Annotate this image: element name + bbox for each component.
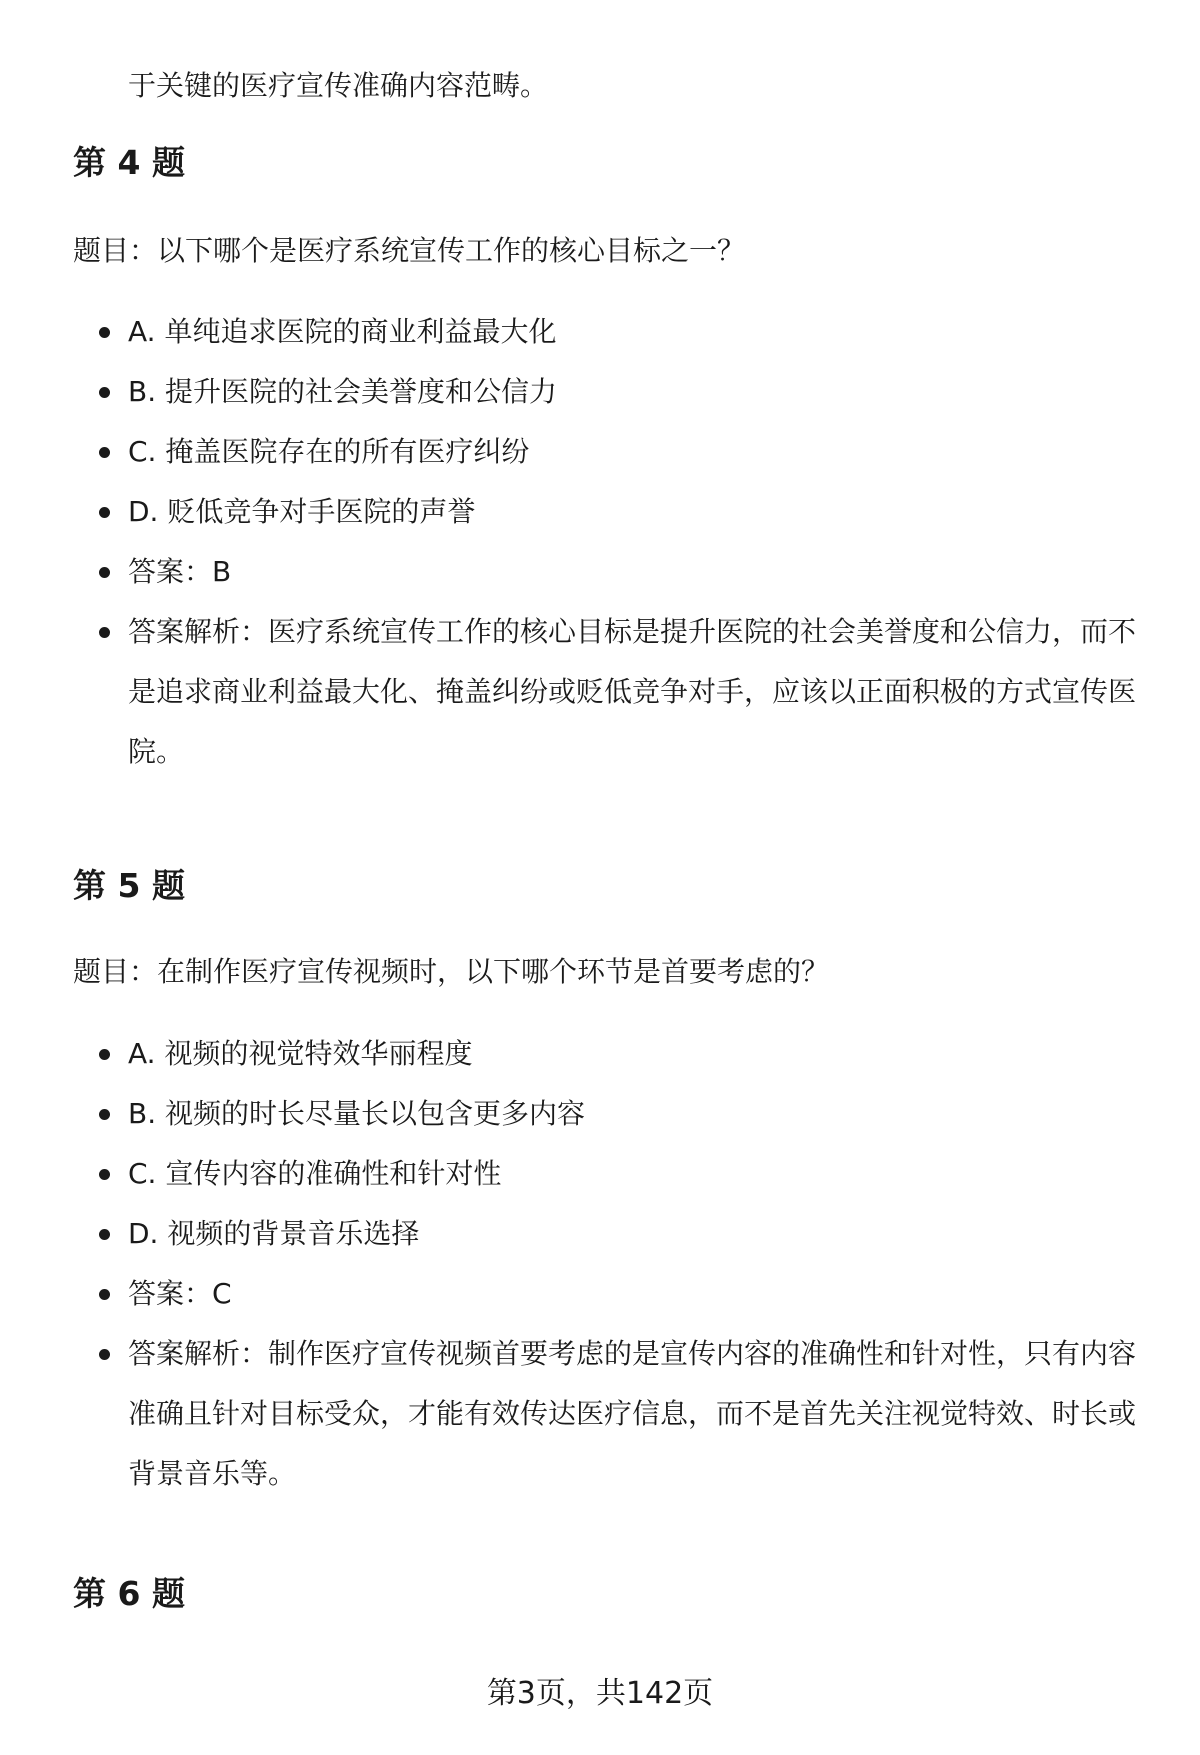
answer: [128, 542, 1138, 602]
option-a: [128, 1024, 1138, 1084]
question-5-options: [128, 1024, 1138, 1504]
explanation-text: 答案解析：医疗系统宣传工作的核心目标是提升医院的社会美誉度和公信力，而不是追求商业利益最大化、掩盖纠纷或贬低竞争对手，应该以正面积极的方式宣传医院。: [128, 615, 1137, 768]
option-text: D. 贬低竞争对手医院的声誉: [128, 495, 476, 528]
option-text: B. 提升医院的社会美誉度和公信力: [128, 375, 558, 408]
option-d: [128, 1204, 1138, 1264]
option-b: [128, 362, 1138, 422]
explanation: [128, 602, 1138, 782]
bullet-icon: [99, 627, 110, 638]
bullet-icon: [99, 507, 110, 518]
bullet-icon: [99, 1229, 110, 1240]
question-4-stem: 题目：以下哪个是医疗系统宣传工作的核心目标之一？: [73, 234, 746, 267]
question-5-stem: 题目：在制作医疗宣传视频时，以下哪个环节是首要考虑的？: [73, 955, 830, 988]
continuation-text: 于关键的医疗宣传准确内容范畴。: [128, 69, 549, 102]
question-5-heading: 第 5 题: [73, 866, 185, 905]
bullet-icon: [99, 327, 110, 338]
option-c: [128, 1144, 1138, 1204]
answer: [128, 1264, 1138, 1324]
explanation-text: 答案解析：制作医疗宣传视频首要考虑的是宣传内容的准确性和针对性，只有内容准确且针对目标受众，才能有效传达医疗信息，而不是首先关注视觉特效、时长或背景音乐等。: [128, 1337, 1137, 1490]
option-b: [128, 1084, 1138, 1144]
bullet-icon: [99, 567, 110, 578]
option-text: C. 宣传内容的准确性和针对性: [128, 1157, 502, 1190]
answer-text: 答案：B: [128, 555, 232, 588]
bullet-icon: [99, 1109, 110, 1120]
question-4-heading: 第 4 题: [73, 143, 185, 182]
option-a: [128, 302, 1138, 362]
bullet-icon: [99, 1289, 110, 1300]
bullet-icon: [99, 1049, 110, 1060]
option-c: [128, 422, 1138, 482]
answer-text: 答案：C: [128, 1277, 232, 1310]
page-footer: 第3页，共142页: [486, 1676, 714, 1711]
option-text: B. 视频的时长尽量长以包含更多内容: [128, 1097, 586, 1130]
bullet-icon: [99, 1169, 110, 1180]
option-text: A. 视频的视觉特效华丽程度: [128, 1037, 473, 1070]
question-4-options: [128, 302, 1138, 782]
bullet-icon: [99, 387, 110, 398]
bullet-icon: [99, 447, 110, 458]
bullet-icon: [99, 1349, 110, 1360]
explanation: [128, 1324, 1138, 1504]
option-text: A. 单纯追求医院的商业利益最大化: [128, 315, 557, 348]
option-text: C. 掩盖医院存在的所有医疗纠纷: [128, 435, 530, 468]
question-6-heading: 第 6 题: [73, 1574, 185, 1613]
option-d: [128, 482, 1138, 542]
option-text: D. 视频的背景音乐选择: [128, 1217, 420, 1250]
